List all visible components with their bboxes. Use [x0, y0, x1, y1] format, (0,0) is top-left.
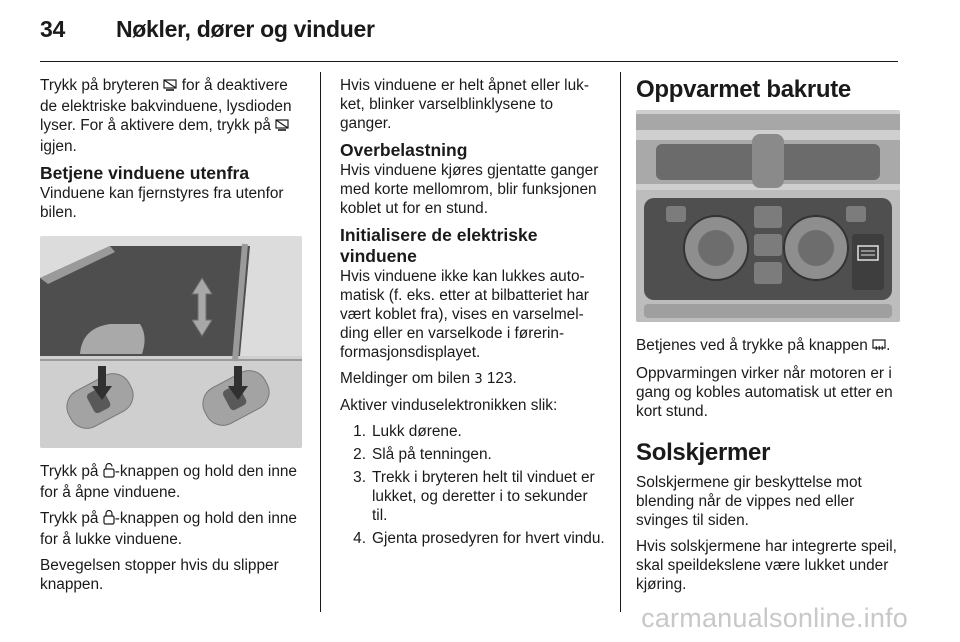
rear-window-heater-icon: [872, 338, 886, 357]
vanity-mirror-paragraph: Hvis solskjermene har integrerte speil, skal speildekslene være lukket under kjøring.: [636, 538, 897, 593]
activation-steps-list: [340, 422, 606, 548]
lock-key-icon: [103, 510, 115, 530]
sun-visors-paragraph: Solskjermene gir beskyttelse mot blending når de vippes ned eller svinges til siden.: [636, 474, 862, 529]
column-3: [636, 76, 904, 601]
list-item: 2. Slå på tenningen.: [353, 446, 492, 463]
key-remote-illustration: [40, 236, 302, 448]
section-heading-initialise: Initialisere de elektriske vinduene: [340, 225, 538, 266]
column-divider-1: [320, 72, 321, 612]
heater-auto-off-paragraph: Oppvarmingen virker når motoren er i gang og kobles automatisk ut etter en kort stund.: [636, 365, 893, 420]
climate-control-panel-illustration: [636, 110, 900, 322]
unlock-key-icon: [103, 463, 115, 483]
close-windows-paragraph: Trykk på -knappen og hold den inne for å lukke vinduene.: [40, 510, 297, 548]
vehicle-messages-reference: Meldinger om bilen 3 123.: [340, 370, 517, 387]
section-heading-heated-rear-window: Oppvarmet bakrute: [636, 76, 851, 103]
header-rule: [40, 61, 898, 62]
page-number: 34: [40, 16, 65, 42]
open-windows-paragraph: Trykk på -knappen og hold den inne for å åpne vinduene.: [40, 463, 297, 501]
list-item: 4. Gjenta prosedyren for hvert vindu.: [353, 530, 605, 547]
list-item: 3. Trekk i bryteren helt til vinduet er lukket, og deretter i to sekunder til.: [353, 469, 595, 524]
column-divider-2: [620, 72, 621, 612]
list-item: 1. Lukk dørene.: [353, 423, 462, 440]
section-heading-overload: Overbelastning: [340, 140, 468, 160]
heated-window-button-paragraph: Betjenes ved å trykke på knappen .: [636, 336, 904, 357]
child-lock-window-icon: [275, 118, 289, 137]
child-lock-window-icon: [163, 78, 177, 97]
hazard-flash-paragraph: Hvis vinduene er helt åpnet eller lukket, blinker varselblinklysene to ganger.: [340, 77, 589, 132]
initialise-paragraph: Hvis vinduene ikke kan lukkes automatisk (f. eks. etter at bilbatteriet har vært koblet fra), vises en varselmelding eller en varselkode i førerinformasjonsdisplayet.: [340, 268, 589, 361]
rear-window-lock-paragraph: Trykk på bryteren for å deaktivere de elektriske bakvinduene, lysdioden lyser. For å aktivere dem, trykk på igjen.: [40, 77, 292, 155]
column-1: [40, 76, 306, 601]
activate-intro: Aktiver vinduselektronikken slik:: [340, 397, 558, 414]
outside-intro-paragraph: Vinduene kan fjernstyres fra utenfor bilen.: [40, 185, 284, 221]
page-header: [40, 16, 375, 43]
section-heading-sun-visors: Solskjermer: [636, 439, 771, 466]
page-reference-arrow-icon: 3: [474, 372, 483, 387]
watermark: carmanualsonline.info: [641, 603, 908, 633]
release-button-paragraph: Bevegelsen stopper hvis du slipper knappen.: [40, 557, 279, 593]
column-2: [340, 76, 606, 552]
section-heading-outside: Betjene vinduene utenfra: [40, 163, 250, 183]
page-title: Nøkler, dører og vinduer: [116, 16, 375, 42]
overload-paragraph: Hvis vinduene kjøres gjentatte ganger med korte mellomrom, blir funksjonen koblet ut for en stund.: [340, 162, 599, 217]
